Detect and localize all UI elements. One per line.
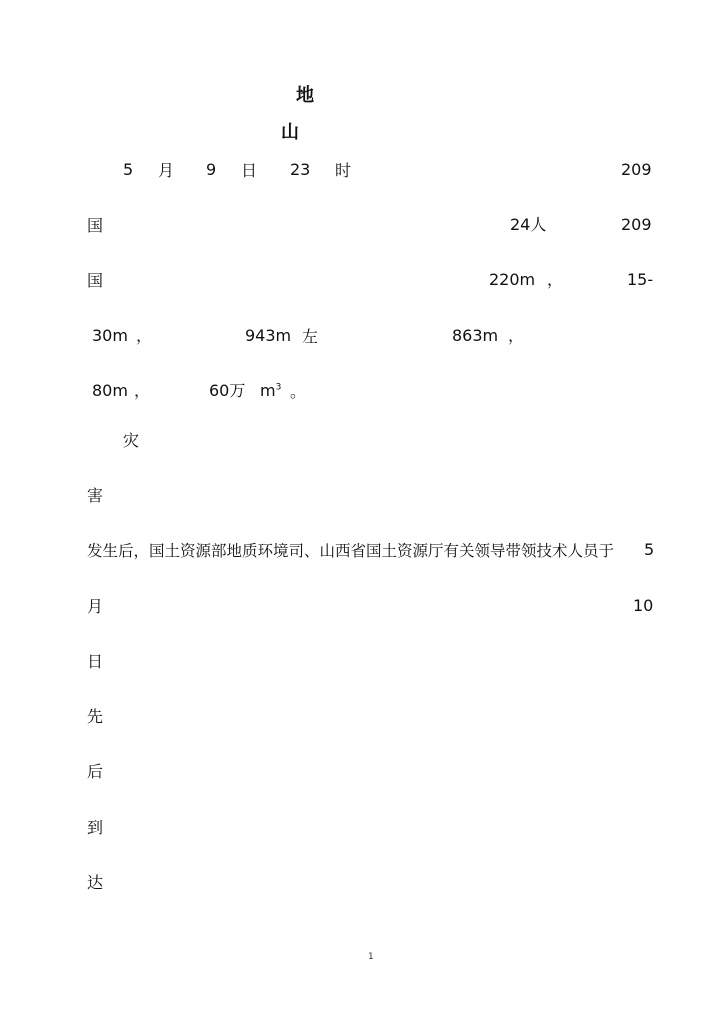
text-guo-b: 国 (87, 271, 104, 290)
text-30m: 30m (92, 326, 128, 345)
text-zai: 灾 (123, 431, 140, 450)
text-24-people: 24人 (510, 215, 547, 234)
text-vertical-5: 达 (87, 873, 104, 892)
text-superscript-3: 3 (275, 382, 282, 393)
text-hour-value: 23 (290, 160, 311, 179)
text-day-label: 日 (241, 161, 258, 180)
text-road-209-a: 209 (621, 160, 652, 179)
text-period: 。 (290, 382, 307, 401)
page-number: 1 (368, 952, 374, 962)
text-943m: 943m (245, 326, 292, 345)
text-hour-label: 时 (335, 161, 352, 180)
text-day-value: 9 (206, 160, 217, 179)
text-60wan: 60万 (209, 381, 246, 400)
text-comma-a: ， (547, 270, 564, 289)
text-month-5: 5 (644, 540, 655, 559)
text-863m: 863m (452, 326, 499, 345)
text-80m: 80m (92, 381, 128, 400)
text-vertical-3: 后 (87, 762, 104, 781)
text-15-: 15- (627, 270, 654, 289)
text-guo-a: 国 (87, 216, 104, 235)
text-month-label: 月 (158, 161, 175, 180)
title-line-1: 地 (296, 85, 314, 106)
text-cubic-m: $m^3$ (260, 381, 282, 400)
text-month-value: 5 (123, 160, 134, 179)
text-road-209-b: 209 (621, 215, 652, 234)
title-line-2: 山 (281, 122, 299, 143)
text-hai: 害 (87, 486, 104, 505)
text-vertical-2: 先 (87, 707, 104, 726)
text-sentence: 发生后，国土资源部地质环境司、山西省国土资源厅有关领导带领技术人员于 (87, 542, 615, 560)
text-zuo: 左 (302, 327, 319, 346)
text-day-10: 10 (633, 596, 654, 615)
text-comma-d: ， (134, 381, 151, 400)
text-comma-b: ， (136, 326, 153, 345)
text-comma-c: ， (508, 326, 525, 345)
text-yue: 月 (87, 597, 104, 616)
text-vertical-4: 到 (87, 818, 104, 837)
text-220m: 220m (489, 270, 536, 289)
text-vertical-1: 日 (87, 652, 104, 671)
